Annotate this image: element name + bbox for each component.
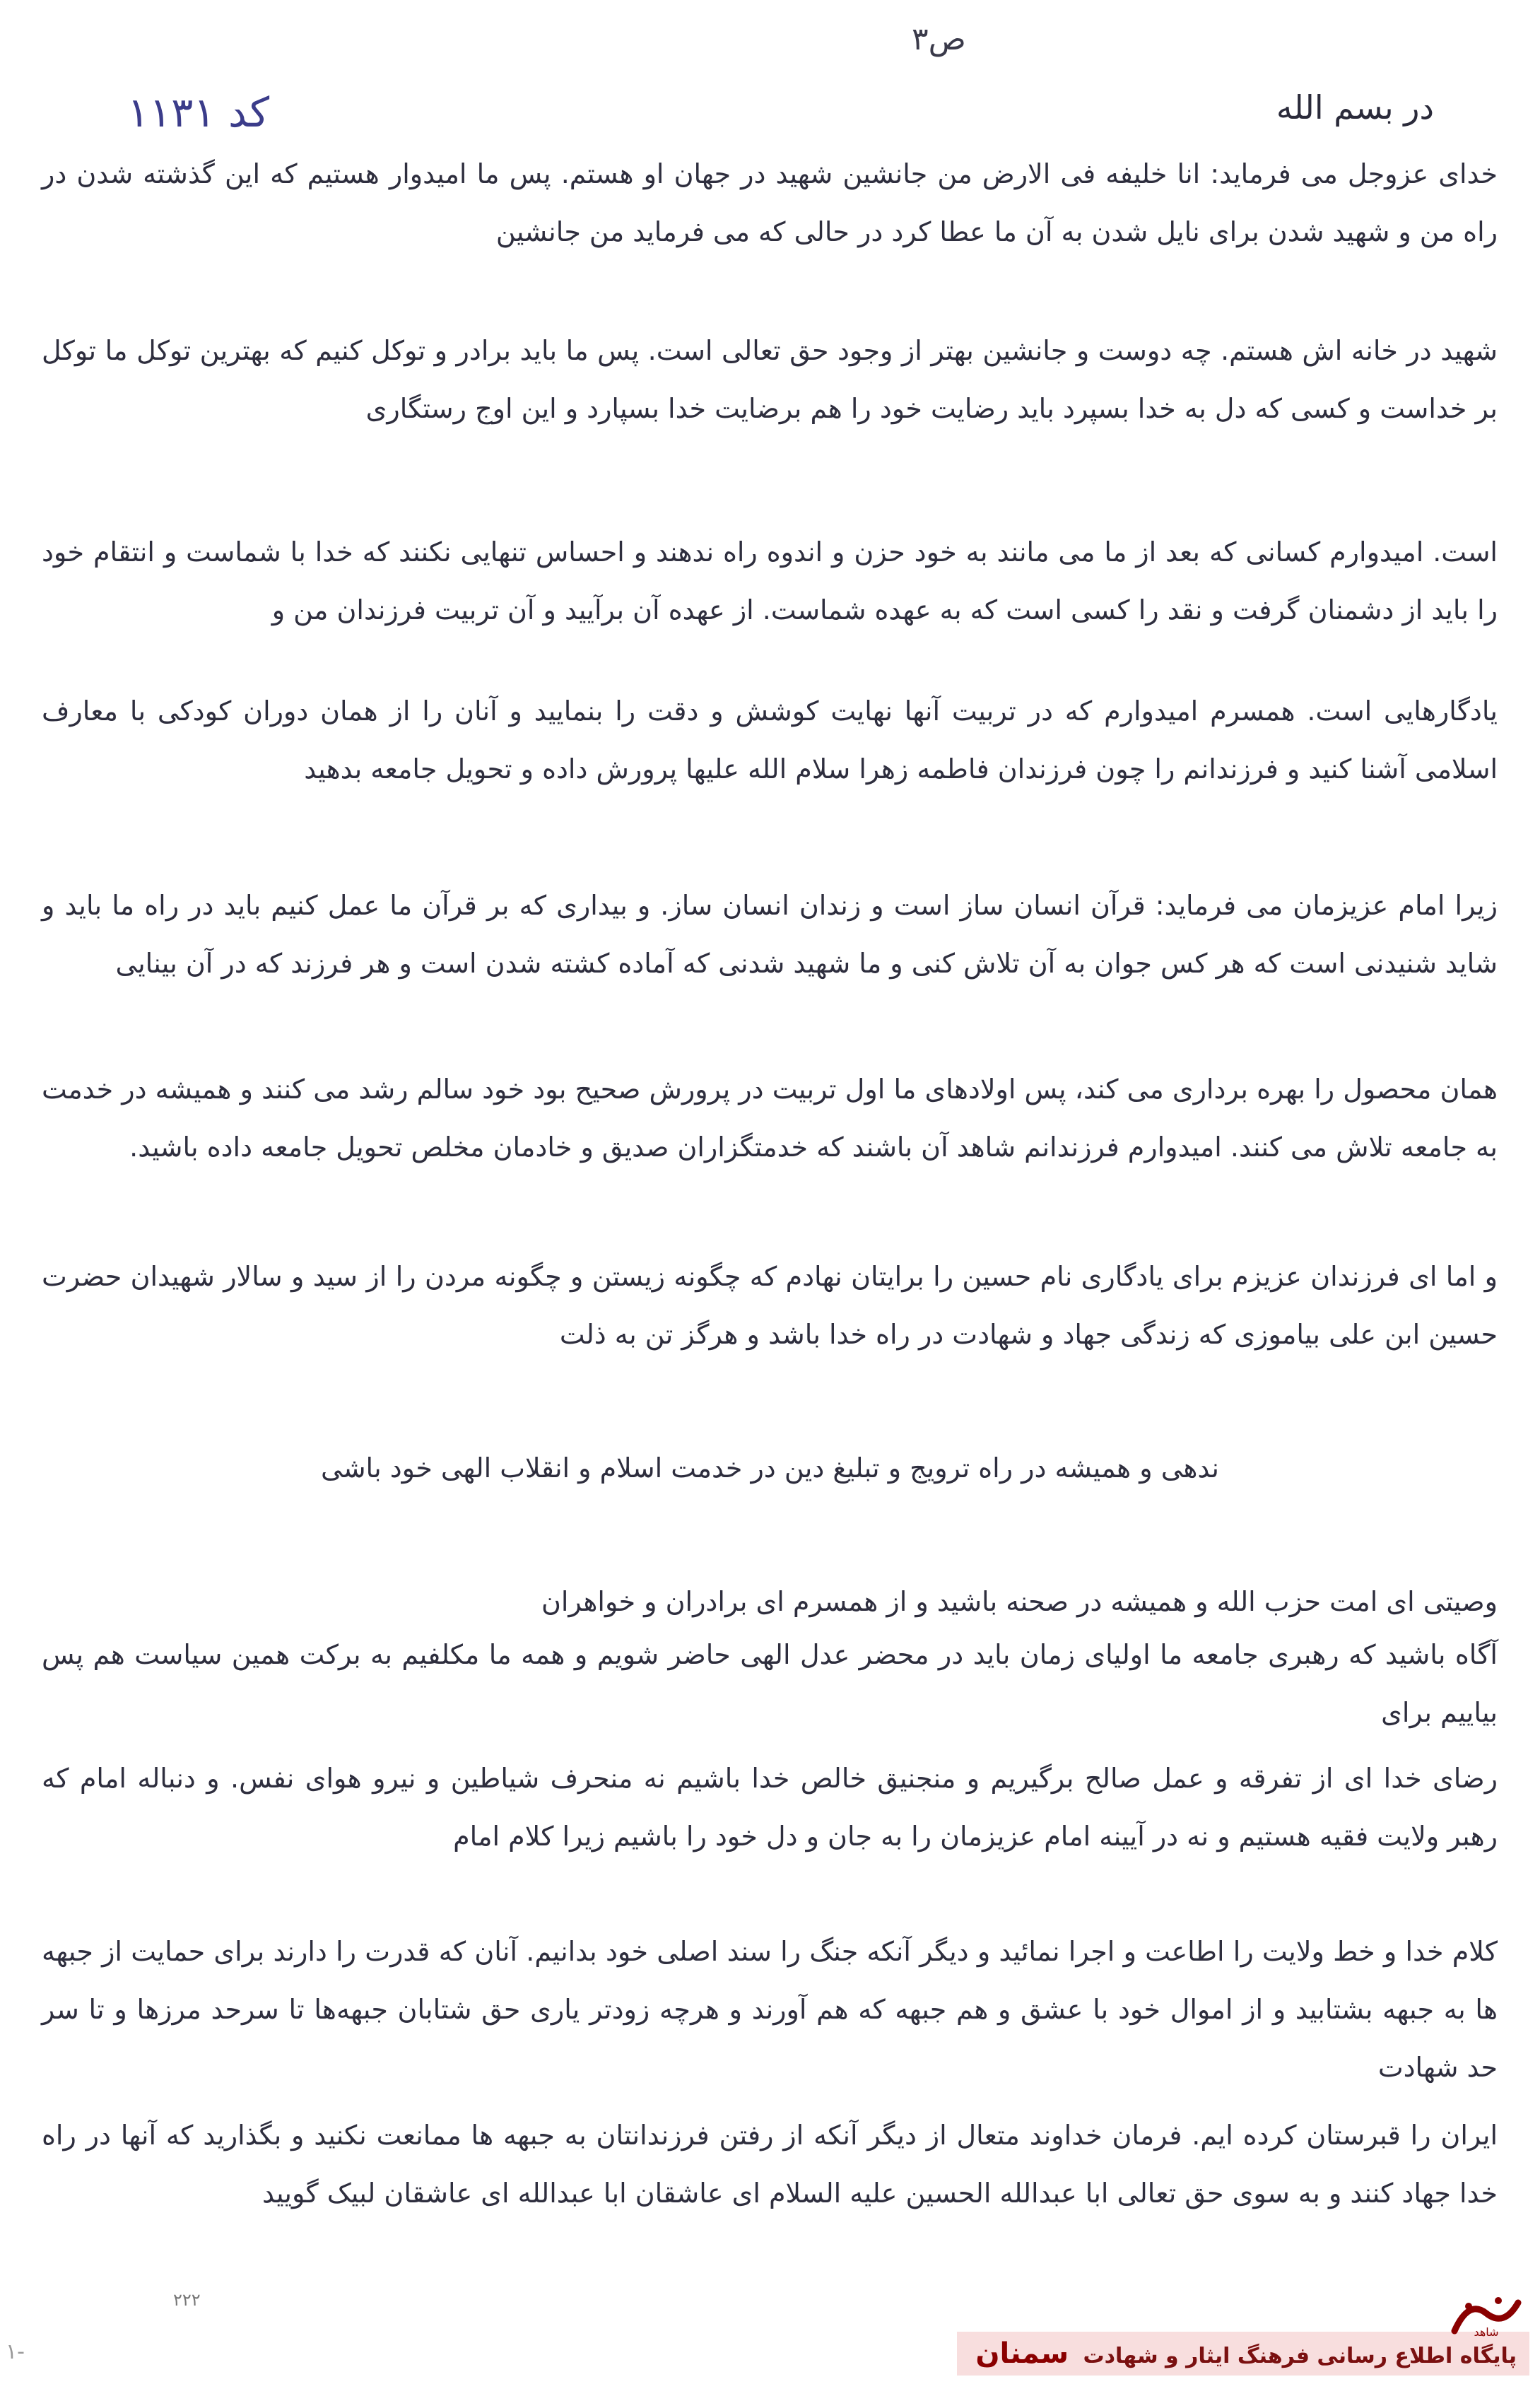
watermark-caption [975, 2337, 1517, 2370]
paragraph-13: ایران را قبرستان کرده ایم. فرمان خداوند متعال از دیگر آنکه از رفتن فرزندانتان به جبهه ها ممانعت نکنید و بگذارید که آنها در راه خدا جهاد کنند و به سوی حق تعالی ابا عبدالله الحسین علیه السلام ای عاشقان ابا عبدالله ای عاشقان لبیک گویید [42, 2120, 1498, 2209]
paragraph-10: آگاه باشید که رهبری جامعه ما اولیای زمان باید در محضر عدل الهی حاضر شویم و همه ما مکلفیم به برکت همین سیاست هم پس بیاییم برای [42, 1639, 1498, 1728]
paragraph-7: و اما ای فرزندان عزیزم برای یادگاری نام حسین را برایتان نهادم که چگونه زیستن و چگونه مردن را از سید و سالار شهیدان حضرت حسین ابن علی بیاموزی که زندگی جهاد و شهادت در راه خدا باشد و هرگز تن به ذلت [42, 1261, 1498, 1350]
page-number: ص۳ [912, 21, 966, 57]
footnote-number: ۲۲۲ [173, 2290, 201, 2310]
letter-opening: در بسم الله [1276, 88, 1434, 127]
paragraph-5: زیرا امام عزیزمان می فرماید: قرآن انسان ساز است و زندان انسان ساز. و بیداری که بر قرآن ما عمل کنیم باید در راه ما باید و شاید شنیدنی است که هر کس جوان به آن تلاش کنی و ما شهید شدنی که آماده کشته شدن است و هر فرزند که در آن بینایی [42, 890, 1498, 979]
site-watermark [957, 2301, 1529, 2376]
paragraph-6: همان محصول را بهره برداری می کند، پس اولادهای ما اول تربیت در پرورش صحیح بود خود سالم رشد می کنند و همیشه در خدمت به جامعه تلاش می کنند. امیدوارم فرزندانم شاهد آن باشند که خدمتگزاران صدیق و خادمان مخلص تحویل جامعه داده باشید. [42, 1074, 1498, 1163]
paragraph-9: وصیتی ای امت حزب الله و همیشه در صحنه باشید و از همسرم ای برادران و خواهران [541, 1586, 1498, 1617]
paragraph-8: ندهی و همیشه در راه ترویج و تبلیغ دین در خدمت اسلام و انقلاب الهی خود باشی [321, 1452, 1219, 1484]
watermark-logo-text: شاهد [1474, 2325, 1499, 2339]
watermark-site-name: پایگاه اطلاع رسانی فرهنگ ایثار و شهادت [1083, 2344, 1517, 2368]
paragraph-3: است. امیدوارم کسانی که بعد از ما می مانند به خود حزن و اندوه راه ندهند و احساس تنهایی نکنند که خدا با شماست و انتقام خود را باید از دشمنان گرفت و نقد را کسی است که به عهده شماست. از عهده آن برآیید و آن تربیت فرزندان من و [42, 536, 1498, 626]
shahed-logo-icon [1447, 2292, 1525, 2342]
archive-reference-code: ۱۱۳۱ کد [127, 88, 270, 136]
paragraph-12: کلام خدا و خط ولایت را اطاعت و اجرا نمائید و دیگر آنکه جنگ را سند اصلی خود بدانیم. آنان که قدرت را دارند برای حمایت از جبهه ها به جبهه بشتابید و از اموال خود با عشق و هم جبهه که هم آورند و هرچه زودتر یاری حق شتابان جبهه‌ها تا سرحد مرزها و تا سر حد شهادت [42, 1936, 1498, 2083]
paragraph-1: خدای عزوجل می فرماید: انا خلیفه فی الارض من جانشین شهید در جهان او هستم. پس ما امیدوار هستیم که این گذشته شدن در راه من و شهید شدن برای نایل شدن به آن ما عطا کرد در حالی که می فرماید من جانشین [42, 158, 1498, 247]
paragraph-4: یادگارهایی است. همسرم امیدوارم که در تربیت آنها نهایت کوشش و دقت را بنمایید و آنان را از همان دوران کودکی با معارف اسلامی آشنا کنید و فرزندانم را چون فرزندان فاطمه زهرا سلام الله علیها پرورش داده و تحویل جامعه بدهید [42, 695, 1498, 785]
watermark-city: سمنان [975, 2337, 1069, 2370]
margin-mark: ۱- [6, 2339, 25, 2364]
paragraph-11: رضای خدا ای از تفرقه و عمل صالح برگیریم و منجنیق خالص خدا باشیم نه منحرف شیاطین و نیرو هوای نفس. و دنباله امام که رهبر ولایت فقیه هستیم و نه در آیینه امام عزیزمان را به جان و دل خود را باشیم زیرا کلام امام [42, 1763, 1498, 1852]
paragraph-2: شهید در خانه اش هستم. چه دوست و جانشین بهتر از وجود حق تعالی است. پس ما باید برادر و توکل کنیم که بهترین توکل ما توکل بر خداست و کسی که دل به خدا بسپرد باید رضایت خود را هم برضایت خدا بسپارد و این اوج رستگاری [42, 335, 1498, 424]
